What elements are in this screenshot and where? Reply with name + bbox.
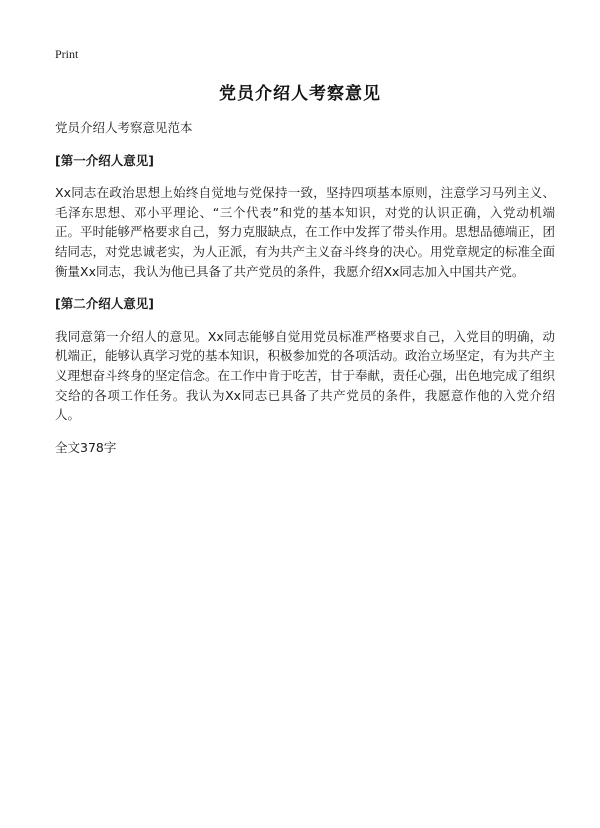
section-heading-second-introducer: [第二介绍人意见] <box>55 296 154 312</box>
section-body-first-introducer: Xx同志在政治思想上始终自觉地与党保持一致，坚持四项基本原则，注意学习马列主义、毛泽东思想、邓小平理论、“三个代表”和党的基本知识，对党的认识正确，入党动机端正。平时能够严格要求自己，努力克服缺点，在工作中发挥了带头作用。思想品德端正，团结同志，对党忠诚老实，为人正派，有为共产主义奋斗终身的决心。用党章规定的标准全面衡量Xx同志，我认为他已具备了共产党员的条件，我愿介绍Xx同志加入中国共产党。 <box>55 185 556 279</box>
section-heading-first-introducer: [第一介绍人意见] <box>55 152 154 168</box>
document-subtitle: 党员介绍人考察意见范本 <box>55 120 193 135</box>
page-title: 党员介绍人考察意见 <box>219 84 381 104</box>
word-count: 全文378字 <box>55 439 117 455</box>
print-link[interactable]: Print <box>55 47 79 61</box>
section-body-second-introducer: 我同意第一介绍人的意见。Xx同志能够自觉用党员标准严格要求自己，入党目的明确，动机端正，能够认真学习党的基本知识，积极参加党的各项活动。政治立场坚定，有为共产主义理想奋斗终身的坚定信念。在工作中肯于吃苦，甘于奉献，责任心强，出色地完成了组织交给的各项工作任务。我认为Xx同志已具备了共产党员的条件，我愿意作他的入党介绍人。 <box>55 328 556 423</box>
document-body <box>55 118 555 457</box>
